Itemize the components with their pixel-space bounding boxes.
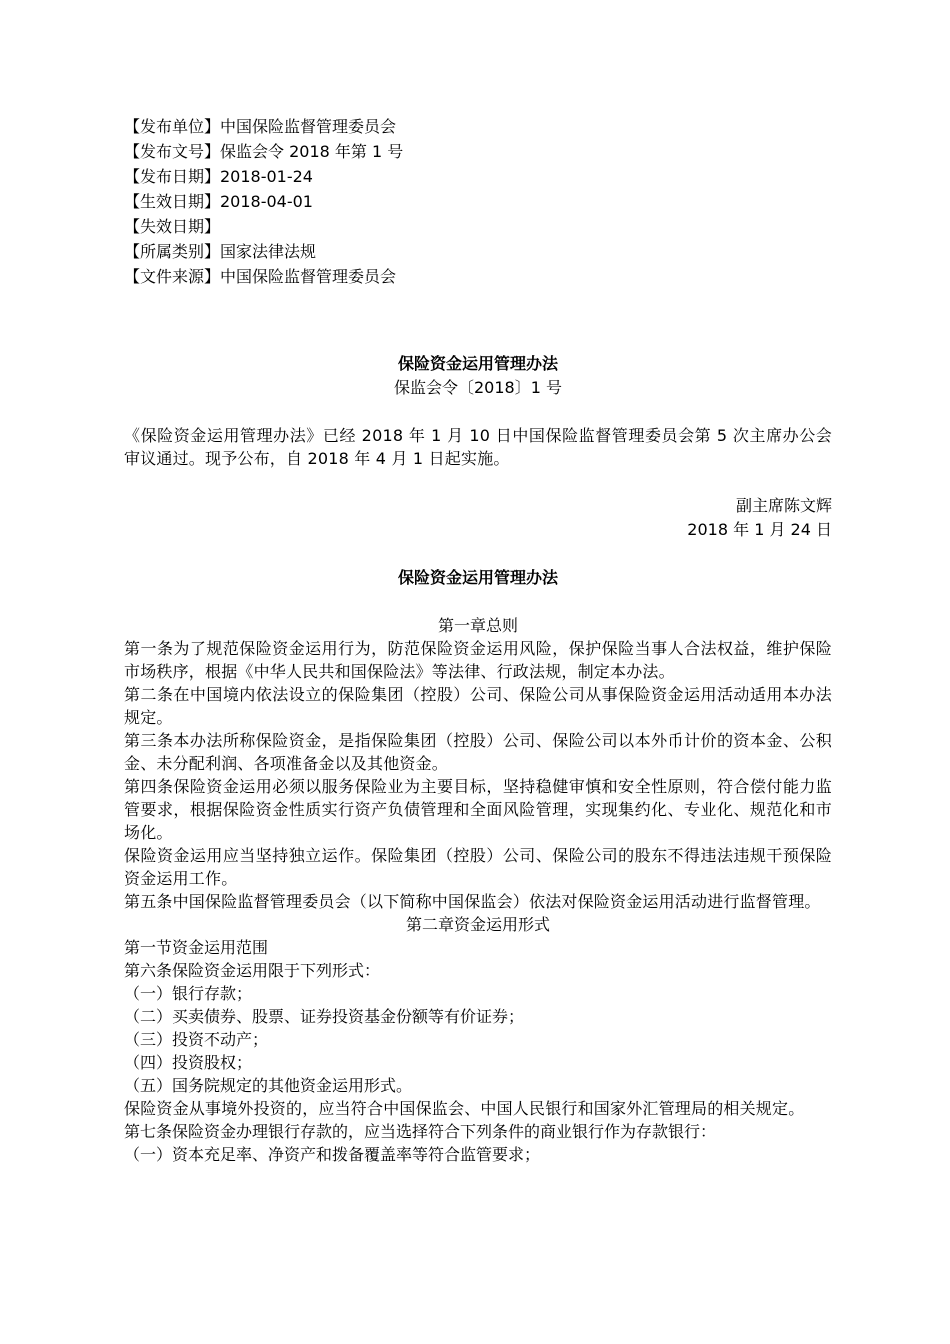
article-6: 第六条保险资金运用限于下列形式： <box>124 961 381 980</box>
list-item: （二）买卖债券、股票、证券投资基金份额等有价证券； <box>124 1007 525 1026</box>
list-item: （四）投资股权； <box>124 1053 253 1072</box>
article-4: 第四条保险资金运用必须以服务保险业为主要目标，坚持稳健审慎和安全性原则，符合偿付能力监管要求，根据保险资金性质实行资产负债管理和全面风险管理，实现集约化、专业化、规范化和市场化。 <box>124 777 832 842</box>
signer: 副主席陈文辉 <box>735 496 832 515</box>
meta-issuer: 【发布单位】中国保险监督管理委员会 <box>124 117 397 136</box>
article-7: 第七条保险资金办理银行存款的，应当选择符合下列条件的商业银行作为存款银行： <box>124 1122 717 1141</box>
order-number: 保监会令〔2018〕1 号 <box>394 378 562 397</box>
meta-doc-number: 【发布文号】保监会令 2018 年第 1 号 <box>124 142 404 161</box>
list-item: （五）国务院规定的其他资金运用形式。 <box>124 1076 413 1095</box>
body-title: 保险资金运用管理办法 <box>397 568 558 587</box>
metadata-block <box>124 114 832 289</box>
document-title: 保险资金运用管理办法 <box>397 354 558 373</box>
meta-effective-date: 【生效日期】2018-04-01 <box>124 192 313 211</box>
meta-source: 【文件来源】中国保险监督管理委员会 <box>124 267 397 286</box>
list-item: （一）资本充足率、净资产和拨备覆盖率等符合监管要求； <box>124 1145 541 1164</box>
article-1: 第一条为了规范保险资金运用行为，防范保险资金运用风险，保护保险当事人合法权益，维护保险市场秩序，根据《中华人民共和国保险法》等法律、行政法规，制定本办法。 <box>124 639 832 681</box>
meta-expiry-date: 【失效日期】 <box>124 217 221 236</box>
article-3: 第三条本办法所称保险资金，是指保险集团（控股）公司、保险公司以本外币计价的资本金、公积金、未分配利润、各项准备金以及其他资金。 <box>124 731 832 773</box>
chapter-heading: 第一章总则 <box>437 616 518 635</box>
document-page <box>124 114 832 1166</box>
article-6-paragraph-2: 保险资金从事境外投资的，应当符合中国保监会、中国人民银行和国家外汇管理局的相关规定。 <box>124 1099 805 1118</box>
chapter-heading: 第二章资金运用形式 <box>405 915 550 934</box>
sign-date: 2018 年 1 月 24 日 <box>687 520 832 539</box>
section-heading: 第一节资金运用范围 <box>124 938 269 957</box>
article-4-paragraph-2: 保险资金运用应当坚持独立运作。保险集团（控股）公司、保险公司的股东不得违法违规干预保险资金运用工作。 <box>124 846 832 888</box>
list-item: （三）投资不动产； <box>124 1030 269 1049</box>
meta-category: 【所属类别】国家法律法规 <box>124 242 317 261</box>
intro-paragraph: 《保险资金运用管理办法》已经 2018 年 1 月 10 日中国保险监督管理委员会第 5 次主席办公会审议通过。现予公布，自 2018 年 4 月 1 日起实施。 <box>124 426 832 468</box>
list-item: （一）银行存款； <box>124 984 253 1003</box>
meta-publish-date: 【发布日期】2018-01-24 <box>124 167 313 186</box>
article-5: 第五条中国保险监督管理委员会（以下简称中国保监会）依法对保险资金运用活动进行监督管理。 <box>124 892 821 911</box>
article-2: 第二条在中国境内依法设立的保险集团（控股）公司、保险公司从事保险资金运用活动适用本办法规定。 <box>124 685 832 727</box>
